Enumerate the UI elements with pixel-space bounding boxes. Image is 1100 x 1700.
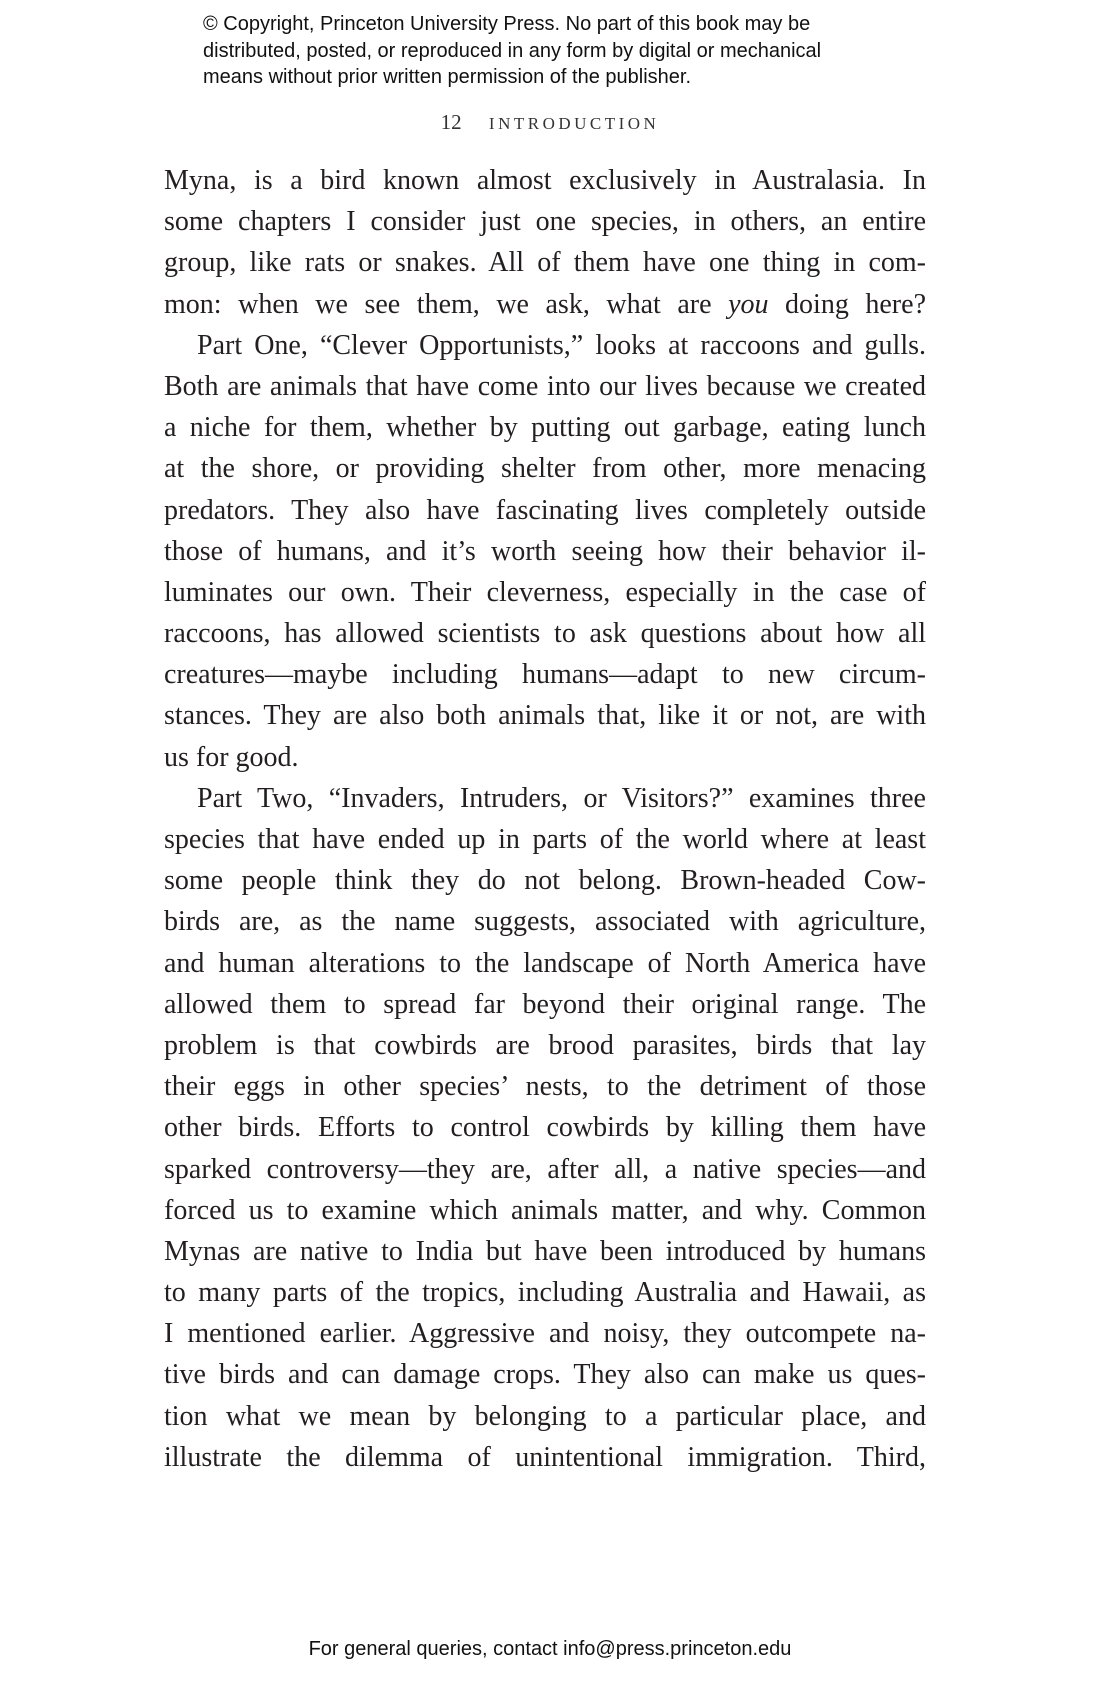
text-line: problem is that cowbirds are brood parasites, birds that lay bbox=[164, 1029, 926, 1061]
text-line: I mentioned earlier. Aggressive and noisy, they outcompete na- bbox=[164, 1318, 926, 1350]
text-line: other birds. Efforts to control cowbirds by killing them have bbox=[164, 1112, 926, 1144]
copyright-line: means without prior written permission of the publisher. bbox=[203, 66, 692, 88]
text-line: stances. They are also both animals that, like it or not, are with bbox=[164, 700, 926, 732]
text-line: their eggs in other species’ nests, to the detriment of those bbox=[164, 1071, 926, 1103]
chapter-title: INTRODUCTION bbox=[488, 114, 660, 133]
text-line: sparked controversy—they are, after all, a native species—and bbox=[164, 1153, 926, 1185]
text-line: creatures—maybe including humans—adapt to new circum- bbox=[164, 659, 926, 691]
text-line: us for good. bbox=[164, 741, 299, 773]
text-line: predators. They also have fascinating lives completely outside bbox=[164, 494, 926, 526]
text-line: raccoons, has allowed scientists to ask questions about how all bbox=[164, 618, 926, 650]
text-line: illustrate the dilemma of unintentional immigration. Third, bbox=[164, 1441, 926, 1473]
text-line: those of humans, and it’s worth seeing how their behavior il- bbox=[164, 535, 926, 567]
text-line: Myna, is a bird known almost exclusively in Australasia. In bbox=[164, 165, 926, 196]
body-text bbox=[164, 160, 926, 1478]
text-line: tion what we mean by belonging to a particular place, and bbox=[164, 1400, 926, 1432]
text-line: tive birds and can damage crops. They also can make us ques- bbox=[164, 1359, 926, 1391]
text-line: birds are, as the name suggests, associated with agriculture, bbox=[164, 906, 926, 938]
text-segment: doing here? bbox=[768, 288, 926, 320]
text-line: at the shore, or providing shelter from other, more menacing bbox=[164, 453, 926, 485]
text-line: allowed them to spread far beyond their original range. The bbox=[164, 988, 926, 1020]
footer-contact: For general queries, contact info@press.princeton.edu bbox=[308, 1638, 792, 1660]
page-number: 12 bbox=[440, 110, 462, 134]
text-line: and human alterations to the landscape of North America have bbox=[164, 947, 926, 979]
running-head bbox=[0, 110, 1100, 135]
text-line: Part One, “Clever Opportunists,” looks at raccoons and gulls. bbox=[197, 329, 926, 361]
copyright-notice bbox=[203, 11, 821, 91]
text-line: group, like rats or snakes. All of them have one thing in com- bbox=[164, 247, 926, 279]
text-line: Mynas are native to India but have been introduced by humans bbox=[164, 1235, 926, 1267]
text-line: some chapters I consider just one species, in others, an entire bbox=[164, 206, 926, 238]
text-line: Both are animals that have come into our lives because we created bbox=[164, 370, 926, 402]
text-line: a niche for them, whether by putting out garbage, eating lunch bbox=[164, 412, 926, 444]
text-line: some people think they do not belong. Brown-headed Cow- bbox=[164, 865, 926, 897]
text-line: species that have ended up in parts of the world where at least bbox=[164, 824, 926, 855]
copyright-line: distributed, posted, or reproduced in any form by digital or mechanical bbox=[203, 39, 822, 62]
text-segment: mon: when we see them, we ask, what are bbox=[164, 288, 729, 320]
text-line: to many parts of the tropics, including Australia and Hawaii, as bbox=[164, 1277, 926, 1309]
text-line bbox=[164, 284, 926, 325]
italic-emphasis: you bbox=[728, 288, 769, 320]
text-line: Part Two, “Invaders, Intruders, or Visitors?” examines three bbox=[197, 782, 926, 814]
text-line: forced us to examine which animals matter, and why. Common bbox=[164, 1194, 926, 1226]
copyright-line: © Copyright, Princeton University Press. No part of this book may be bbox=[203, 13, 811, 35]
text-line: luminates our own. Their cleverness, especially in the case of bbox=[164, 576, 926, 608]
